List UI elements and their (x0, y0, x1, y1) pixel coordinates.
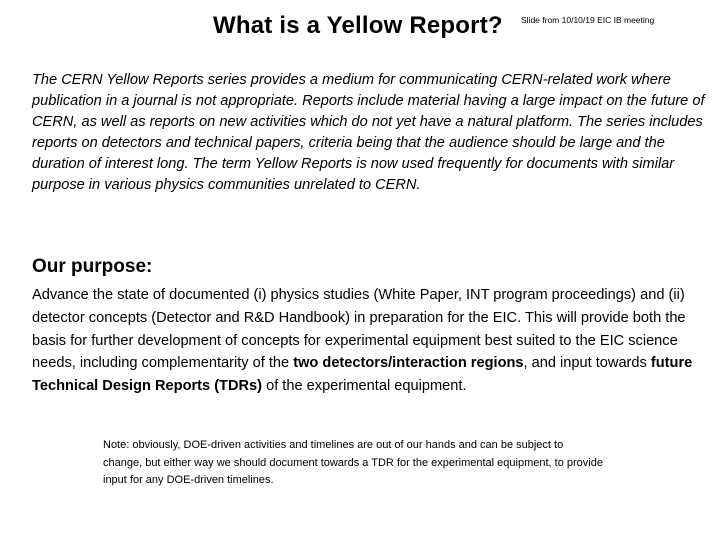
purpose-bold-detectors: two detectors/interaction regions (293, 355, 524, 372)
purpose-heading: Our purpose: (32, 256, 153, 277)
slide-source-note: Slide from 10/10/19 EIC IB meeting (521, 15, 655, 25)
purpose-text-part1: Advance the state of documented (i) physics studies (White Paper, INT program proceedings) and (ii) detector concepts (Detector and R&D Handbook) in preparation for the EIC. This will provide both the basis for further development of concepts for experimental equipment best suited to the EIC science needs, including complementarity of the (32, 287, 686, 372)
purpose-text-part3: of the experimental equipment. (262, 378, 467, 395)
note-paragraph: Note: obviously, DOE-driven activities and timelines are out of our hands and can be subject to change, but either way we should document towards a TDR for the experimental equipment, to provide input for any DOE-driven timelines. (103, 439, 603, 486)
purpose-bold-tdrs: future Technical Design Reports (TDRs) (32, 355, 693, 395)
intro-paragraph: The CERN Yellow Reports series provides a medium for communicating CERN-related work where publication in a journal is not appropriate. Reports include material having a large impact on the future of CERN, as well as reports on new activities which do not yet have a natural platform. The series includes reports on detectors and technical papers, criteria being that the audience should be large and the duration of interest long. The term Yellow Reports is now used frequently for documents with similar purpose in various physics communities unrelated to CERN. (32, 72, 705, 193)
purpose-text-part2: , and input towards (523, 355, 651, 372)
purpose-paragraph (32, 284, 697, 398)
slide-title: What is a Yellow Report? (213, 12, 503, 39)
